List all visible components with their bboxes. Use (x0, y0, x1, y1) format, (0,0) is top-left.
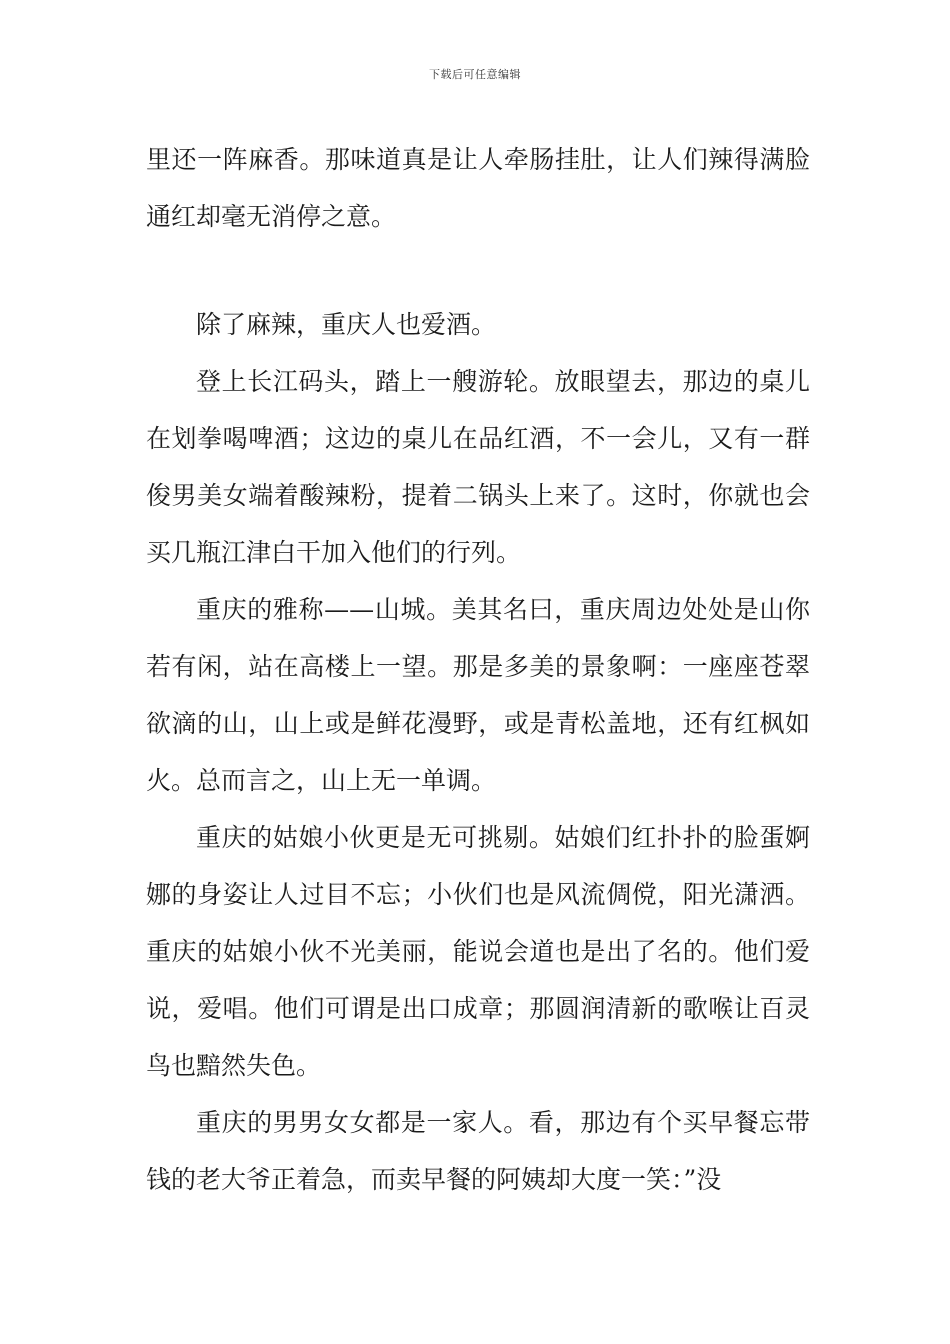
paragraph-young-people: 重庆的姑娘小伙更是无可挑剔。姑娘们红扑扑的脸蛋婀娜的身姿让人过目不忘；小伙们也是风流倜傥，阳光潇洒。重庆的姑娘小伙不光美丽，能说会道也是出了名的。他们爱说，爱唱。他们可谓是出口成章；那圆润清新的歌喉让百灵鸟也黯然失色。 (146, 823, 810, 1080)
page-header-note: 下载后可任意编辑 (429, 68, 521, 81)
paragraph-one-family: 重庆的男男女女都是一家人。看，那边有个买早餐忘带钱的老大爷正着急，而卖早餐的阿姨却大度一笑：”没 (146, 1108, 810, 1194)
paragraph-mountain-city: 重庆的雅称——山城。美其名曰，重庆周边处处是山你若有闲，站在高楼上一望。那是多美的景象啊：一座座苍翠欲滴的山，山上或是鲜花漫野，或是青松盖地，还有红枫如火。总而言之，山上无一单调。 (146, 595, 810, 795)
paragraph-yangtze-dock: 登上长江码头，踏上一艘游轮。放眼望去，那边的桌儿在划拳喝啤酒；这边的桌儿在品红酒，不一会儿，又有一群俊男美女端着酸辣粉，提着二锅头上来了。这时，你就也会买几瓶江津白干加入他们的行列。 (146, 367, 810, 567)
paragraph-continuation: 里还一阵麻香。那味道真是让人牵肠挂肚，让人们辣得满脸通红却毫无消停之意。 (146, 145, 810, 231)
paragraph-spicy-and-wine: 除了麻辣，重庆人也爱酒。 (196, 310, 497, 339)
paragraph-gap (146, 245, 810, 296)
document-body (146, 131, 810, 1208)
